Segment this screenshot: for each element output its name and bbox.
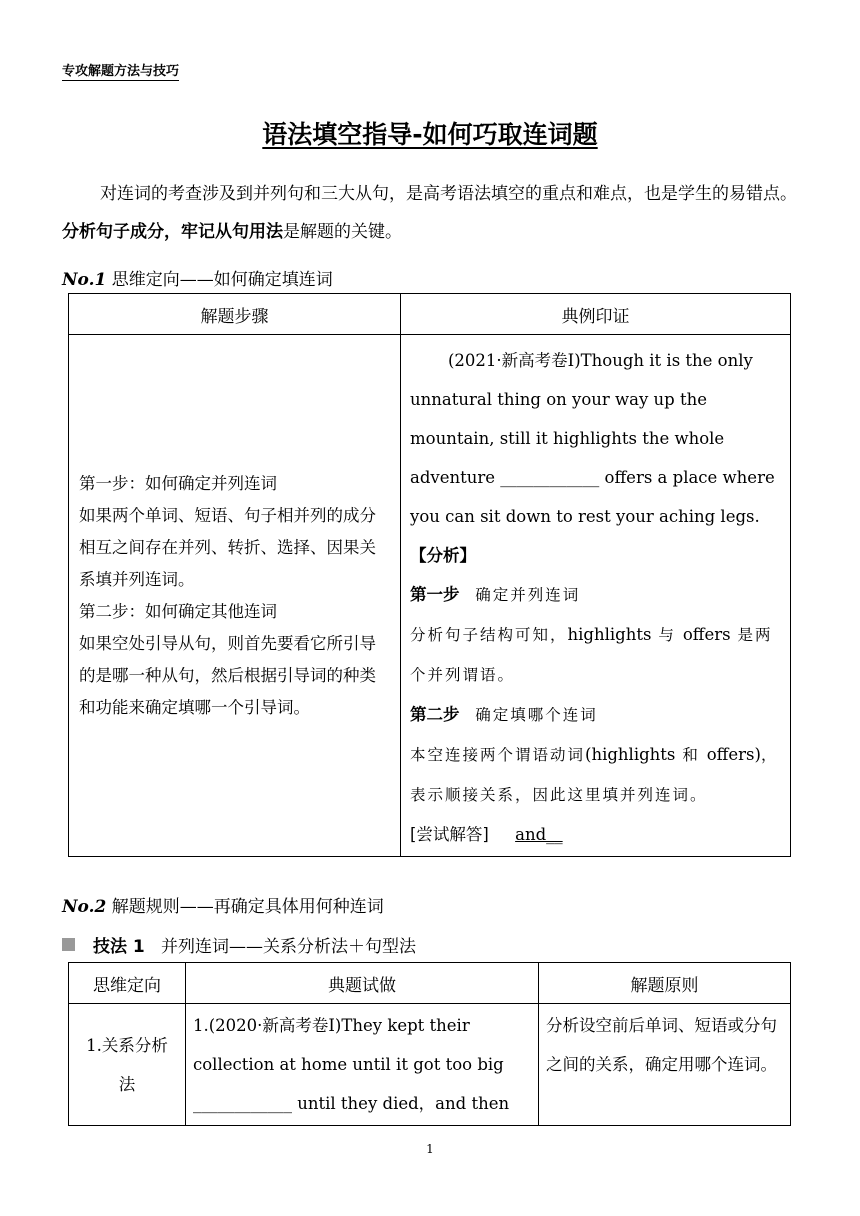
intro-paragraph: 对连词的考查涉及到并列句和三大从句，是高考语法填空的重点和难点，也是学生的易错点。分析句子成分，牢记从句用法是解题的关键。	[62, 184, 797, 242]
page-header: 专攻解题方法与技巧	[62, 60, 179, 81]
example-cell	[401, 335, 791, 857]
section-heading-1: No.1 思维定向——如何确定填连词	[62, 270, 333, 290]
document-title: 语法填空指导-如何巧取连词题	[262, 120, 598, 149]
table-header: 典题试做	[186, 963, 539, 1004]
analysis-label: 【分析】	[410, 546, 476, 565]
step2-title: 第二步：如何确定其他连词	[79, 601, 277, 621]
section-heading-2: No.2 解题规则——再确定具体用何种连词	[62, 897, 384, 917]
step1-title: 第一步：如何确定并列连词	[79, 473, 277, 493]
square-bullet-icon	[62, 938, 75, 951]
example-sentence: (2021·新高考卷Ⅰ)Though it is the only unnatural thing on your way up the mountain, still it highlights the whole adventure ____________ offers a place where you can sit down to rest your aching legs.	[410, 351, 775, 526]
step1-body: 如果两个单词、短语、句子相并列的成分相互之间存在并列、转折、选择、因果关系填并列连词。	[79, 505, 376, 589]
method-table	[68, 293, 791, 857]
principle-cell: 分析设空前后单词、短语或分句之间的关系，确定用哪个连词。	[539, 1004, 791, 1126]
analysis-step1: 第一步 确定并列连词	[410, 585, 581, 604]
method-cell: 1.关系分析法	[69, 1004, 186, 1126]
table-header: 典例印证	[401, 294, 791, 335]
analysis-step2: 第二步 确定填哪个连词	[410, 705, 598, 724]
table-header: 解题步骤	[69, 294, 401, 335]
steps-cell	[69, 335, 401, 857]
technique-heading: 技法 1 并列连词——关系分析法＋句型法	[62, 932, 416, 957]
analysis-step2-body: 本空连接两个谓语动词(highlights 和 offers)，表示顺接关系，因此这里填并列连词。	[410, 745, 779, 804]
page-number: 1	[426, 1142, 434, 1156]
table-header: 解题原则	[539, 963, 791, 1004]
answer-line: [尝试解答] and__	[410, 825, 563, 844]
technique-table	[68, 962, 791, 1126]
example-cell: 1.(2020·新高考卷Ⅰ)They kept their collection at home until it got too big ____________ until they died，and then	[186, 1004, 539, 1126]
table-header: 思维定向	[69, 963, 186, 1004]
table-row	[69, 1004, 791, 1126]
analysis-step1-body: 分析句子结构可知，highlights 与 offers 是两个并列谓语。	[410, 625, 773, 684]
step2-body: 如果空处引导从句，则首先要看它所引导的是哪一种从句，然后根据引导词的种类和功能来确定填哪一个引导词。	[79, 633, 376, 717]
